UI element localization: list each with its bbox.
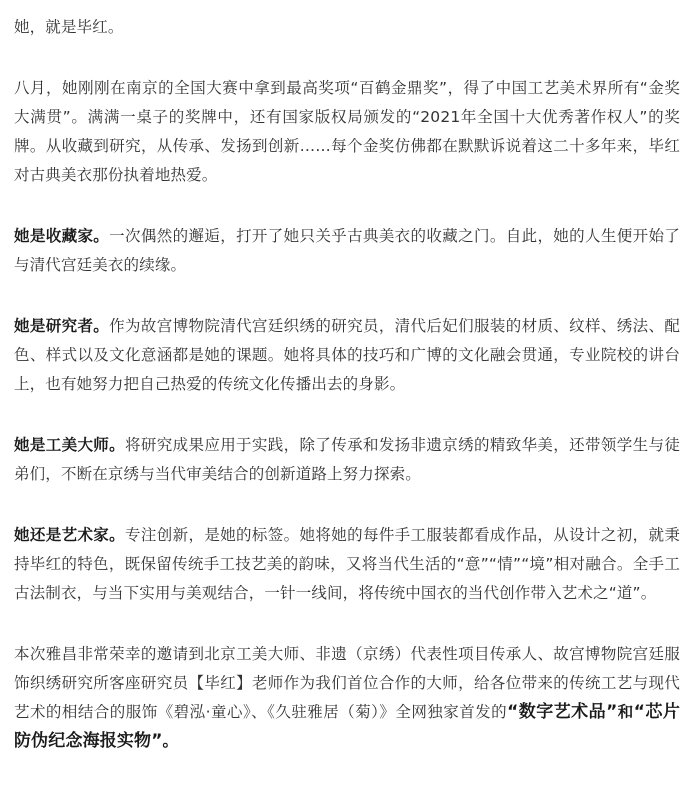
collector-text: 一次偶然的邂逅，打开了她只关乎古典美衣的收藏之门。自此，她的人生便开始了与清代宫廷美衣的续缘。	[14, 227, 680, 274]
paragraph-intro	[14, 13, 680, 42]
researcher-lead: 她是研究者。	[14, 317, 110, 335]
intro-text: 她，就是毕红。	[14, 18, 124, 36]
collector-lead: 她是收藏家。	[14, 227, 110, 245]
paragraph-researcher	[14, 312, 680, 399]
paragraph-collector	[14, 222, 680, 280]
paragraph-announcement	[14, 640, 680, 756]
researcher-text: 作为故宫博物院清代宫廷织绣的研究员，清代后妃们服装的材质、纹样、绣法、配色、样式以及文化意涵都是她的课题。她将具体的技巧和广博的文化融会贯通，专业院校的讲台上，也有她努力把自己热爱的传统文化传播出去的身影。	[14, 317, 680, 393]
artist-lead: 她还是艺术家。	[14, 526, 126, 544]
paragraph-master	[14, 431, 680, 489]
announcement-text: 本次雅昌非常荣幸的邀请到北京工美大师、非遗（京绣）代表性项目传承人、故宫博物院宫廷服饰织绣研究所客座研究员【毕红】老师作为我们首位合作的大师，给各位带来的传统工艺与现代艺术的相结合的服饰《碧泓·童心》、《久驻雅居（菊）》全网独家首发的	[14, 645, 680, 721]
paragraph-awards	[14, 74, 680, 190]
awards-text: 八月，她刚刚在南京的全国大赛中拿到最高奖项“百鹤金鼎奖”，得了中国工艺美术界所有“金奖大满贯”。满满一桌子的奖牌中，还有国家版权局颁发的“2021年全国十大优秀著作权人”的奖牌。从收藏到研究，从传承、发扬到创新……每个金奖仿佛都在默默诉说着这二十多年来，毕红对古典美衣那份执着地热爱。	[14, 79, 680, 184]
paragraph-artist	[14, 521, 680, 608]
master-lead: 她是工美大师。	[14, 436, 126, 454]
article-body	[14, 13, 680, 756]
artist-text: 专注创新，是她的标签。她将她的每件手工服装都看成作品，从设计之初，就秉持毕红的特色，既保留传统手工技艺美的韵味，又将当代生活的“意”“情”“境”相对融合。全手工古法制衣，与当下实用与美观结合，一针一线间，将传统中国衣的当代创作带入艺术之“道”。	[14, 526, 680, 602]
chip-poster-emphasis: “芯片防伪纪念海报实物”	[14, 702, 680, 751]
and-connector: 和	[617, 703, 634, 721]
closing-punctuation: 。	[162, 732, 179, 750]
digital-artwork-emphasis: “数字艺术品”	[507, 702, 618, 722]
master-text: 将研究成果应用于实践，除了传承和发扬非遗京绣的精致华美，还带领学生与徒弟们，不断在京绣与当代审美结合的创新道路上努力探索。	[14, 436, 680, 483]
